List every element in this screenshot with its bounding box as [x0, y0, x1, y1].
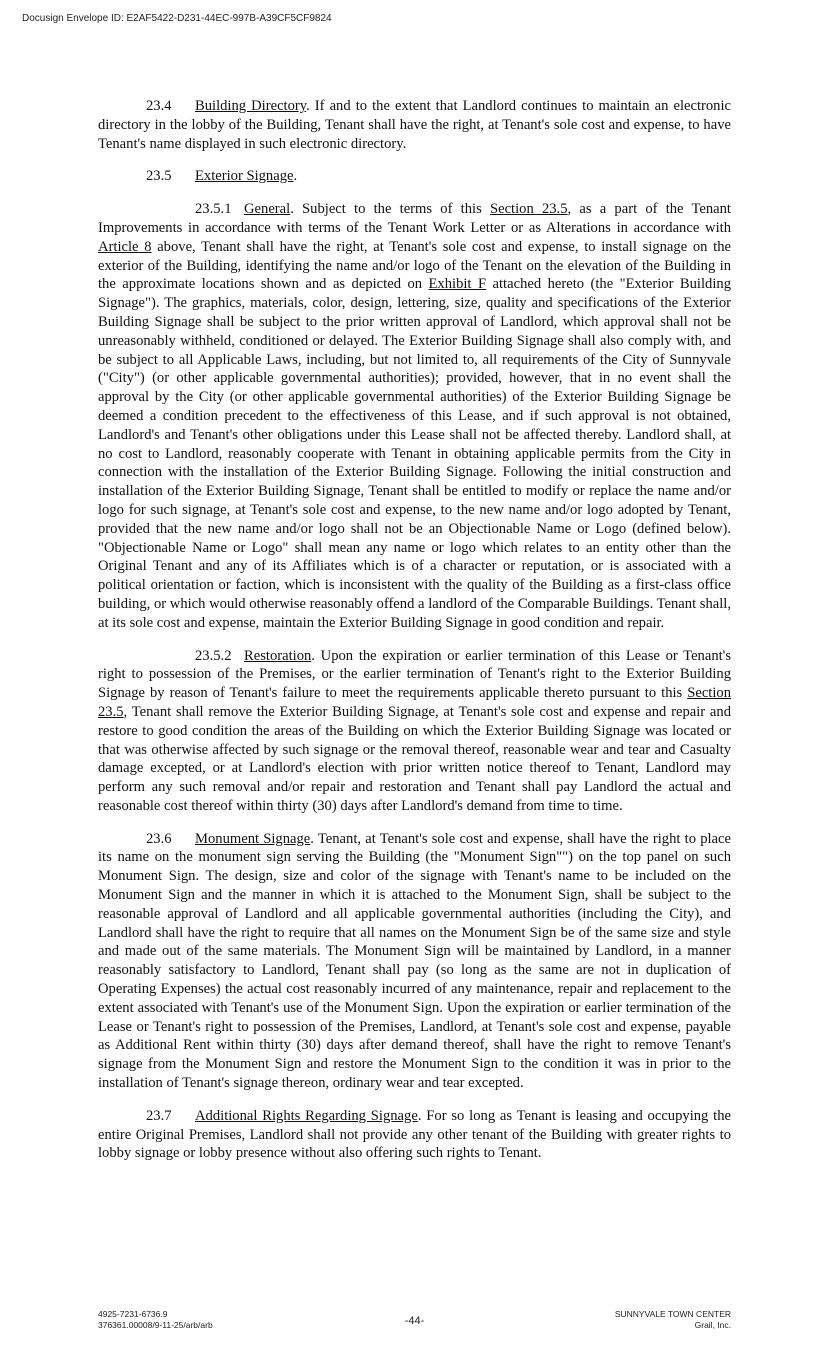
section-text: . — [293, 168, 298, 185]
section-text: . If and to the extent that Landlord continues to maintain an electronic directory in the lobby of the Building, Tenant shall have the right, at Tenant's sole cost and expense, to have Tenant's name displayed in such electronic directory. — [98, 98, 731, 152]
section-23-5 — [98, 167, 731, 186]
section-title: General — [244, 201, 291, 218]
section-number: 23.4 — [146, 98, 172, 114]
page-footer — [98, 1309, 731, 1333]
exhibit-f-reference: Exhibit F — [428, 276, 487, 293]
footer-doc-ref: 376361.00008/9-11-25/arb/arb — [98, 1319, 213, 1330]
section-text: . For so long as Tenant is leasing and occupying the entire Original Premises, Landlord shall not provide any other tenant of the Building with greater rights to lobby signage or lobby presence without also offering such rights to Tenant. — [98, 1107, 731, 1162]
section-23-6 — [98, 830, 731, 1093]
document-body — [98, 97, 731, 1177]
article-8-reference: Article 8 — [98, 238, 152, 255]
section-text-part: attached hereto (the "Exterior Building Signage"). The graphics, materials, color, design, lettering, size, quality and specifications of the Exterior Building Signage shall be subject to the prior written approval of Landlord, which approval shall not be unreasonably withheld, conditioned or delayed. The Exterior Building Signage shall also comply with, and be subject to all Applicable Laws, including, but not limited to, all requirements of the City of Sunnyvale ("City") (or other applicable governmental authorities); provided, however, that in no event shall the approval by the City (or other applicable governmental authorities) of the Exterior Building Signage be deemed a condition precedent to the effectiveness of this Lease, and if such approval is not obtained, Landlord's and Tenant's other obligations under this Lease shall not be affected thereby. Landlord shall, at no cost to Landlord, reasonably cooperate with Tenant in obtaining applicable permits from the City in connection with the installation of the Exterior Building Signage. Following the initial construction and installation of the Exterior Building Signage, Tenant shall be entitled to modify or replace the name and/or logo for such signage, at Tenant's sole cost and expense, to the new name and/or logo adopted by Tenant, provided that the new name and/or logo shall not be an Objectionable Name or Logo (defined below). "Objectionable Name or Logo" shall mean any name or logo which relates to an entity other than the Original Tenant and any of its Affiliates which is of a character or reputation, or is associated with a political orientation or faction, which is inconsistent with the quality of the Building as a first-class office building, or which would otherwise reasonably offend a landlord of the Comparable Buildings. Tenant shall, at its sole cost and expense, maintain the Exterior Building Signage in good condition and repair. — [98, 276, 731, 631]
section-23-5-2 — [98, 647, 731, 816]
section-number: 23.5.2 — [195, 647, 232, 664]
footer-project-info — [615, 1309, 731, 1330]
section-text-part: , as a part of the Tenant Improvements in accordance with terms of the Tenant Work Letter or as Alterations in accordance with — [98, 201, 731, 236]
section-title: Exterior Signage — [195, 168, 294, 185]
docusign-envelope-id: Docusign Envelope ID: E2AF5422-D231-44EC-997B-A39CF5CF9824 — [22, 13, 332, 24]
section-23-4 — [98, 97, 731, 153]
section-number: 23.7 — [146, 1107, 172, 1124]
section-title: Building Directory — [195, 98, 307, 114]
section-text-part: . Subject to the terms of this — [290, 201, 490, 218]
section-number: 23.5 — [146, 168, 172, 185]
section-title: Monument Signage — [195, 830, 311, 847]
section-title: Additional Rights Regarding Signage — [195, 1107, 418, 1124]
section-title: Restoration — [244, 647, 312, 664]
section-number: 23.6 — [146, 830, 172, 847]
section-text-part: . Upon the expiration or earlier termination of this Lease or Tenant's right to possession of the Premises, or the earlier termination of Tenant's right to the Exterior Building Signage by reason of Tenant's failure to meet the requirements applicable thereto pursuant to this — [98, 647, 731, 702]
footer-party: Grail, Inc. — [694, 1319, 731, 1330]
footer-doc-number: 4925-7231-6736.9 — [98, 1309, 168, 1319]
section-23-5-1 — [98, 200, 731, 632]
section-23-5-reference: Section 23.5 — [489, 201, 568, 218]
section-23-5-reference: Section 23.5 — [98, 685, 731, 720]
footer-project: SUNNYVALE TOWN CENTER — [614, 1309, 731, 1319]
section-text-part: above, Tenant shall have the right, at Tenant's sole cost and expense, to install signage on the exterior of the Building, identifying the name and/or logo of the Tenant on the elevation of the Building in the approximate locations shown and as depicted on — [98, 238, 731, 293]
section-23-7 — [98, 1107, 731, 1163]
page-number: -44- — [404, 1315, 425, 1327]
section-text: . Tenant, at Tenant's sole cost and expense, shall have the right to place its name on the monument sign serving the Building (the "Monument Sign"") on the top panel on such Monument Sign. The design, size and color of the signage with Tenant's name to be included on the Monument Sign and the manner in which it is attached to the Monument Sign, shall be subject to the reasonable approval of Landlord and all applicable governmental authorities (including the City), and Landlord shall have the right to require that all names on the Monument Sign be of the same size and style and made out of the same materials. The Monument Sign will be maintained by Landlord, in a manner reasonably satisfactory to Landlord, Tenant shall pay (so long as the same are not in duplication of Operating Expenses) the actual cost reasonably incurred of any maintenance, repair and replacement to the extent associated with Tenant's use of the Monument Sign. Upon the expiration or earlier termination of the Lease or Tenant's right to possession of the Premises, Landlord, at Tenant's sole cost and expense, payable as Additional Rent within thirty (30) days after demand thereof, shall have the right to remove Tenant's signage from the Monument Sign and restore the Monument Sign to the condition it was in prior to the installation of Tenant's signage thereon, ordinary wear and tear excepted. — [98, 830, 731, 1092]
section-text-part: , Tenant shall remove the Exterior Building Signage, at Tenant's sole cost and expense and repair and restore to good condition the areas of the Building on which the Exterior Building Signage was located or that was otherwise affected by such signage or the removal thereof, reasonable wear and tear and Casualty damage excepted, or at Landlord's election with prior written notice thereof to Tenant, Landlord may perform any such removal and/or repair and restoration and Tenant shall pay Landlord the actual and reasonable cost thereof within thirty (30) days after Landlord's demand from time to time. — [98, 703, 731, 814]
section-number: 23.5.1 — [195, 201, 232, 218]
